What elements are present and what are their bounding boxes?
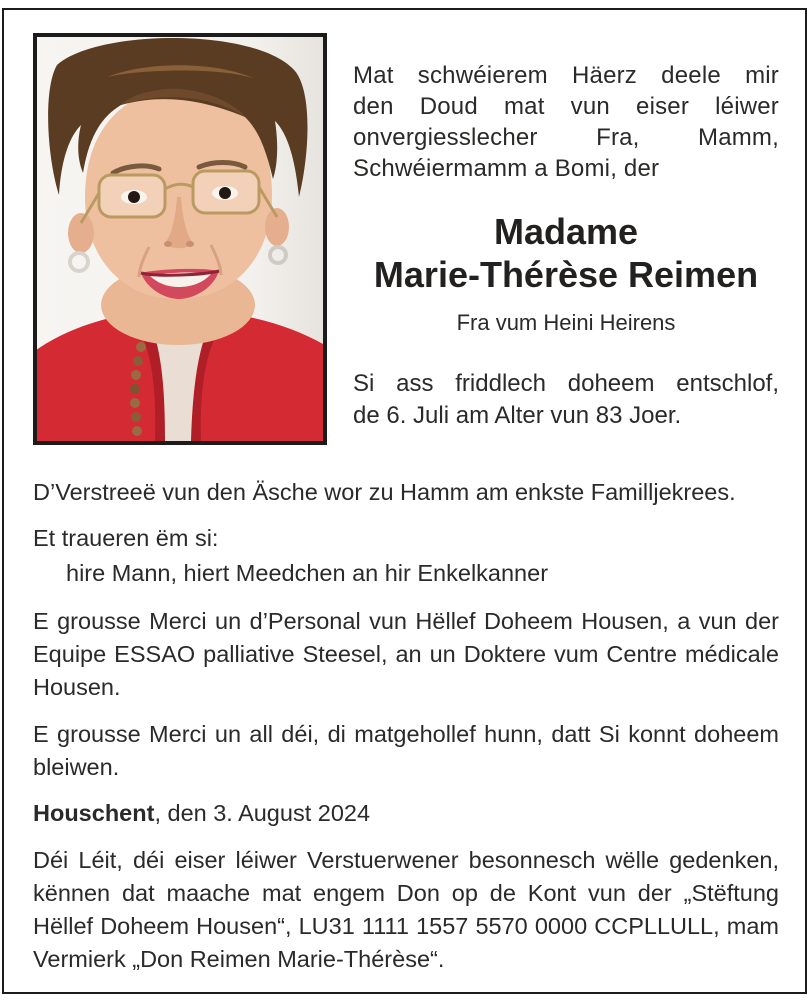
intro-line: den Doud mat vun eiser léiwer [353, 93, 779, 120]
deceased-name-title [353, 210, 779, 296]
date-text: , den 3. August 2024 [154, 800, 371, 826]
portrait-photo [33, 33, 327, 445]
death-statement [353, 368, 779, 432]
intro-line: onvergiesslecher Fra, Mamm, [353, 124, 779, 151]
deceased-name: Marie-Thérèse Reimen [373, 254, 759, 295]
mourners-label: Et traueren ëm si: [33, 525, 219, 551]
place-date-line [33, 797, 779, 830]
death-notice-frame [2, 8, 807, 994]
death-line: Si ass friddlech doheem entschlof, [353, 370, 779, 397]
place-name: Houschent [33, 800, 155, 826]
intro-line: Mat schwéierem Häerz deele mir [353, 62, 779, 89]
notice-body [33, 476, 779, 976]
portrait-illustration [37, 37, 323, 441]
ashes-paragraph: D’Verstreeë vun den Äsche wor zu Hamm am enkste Familljekrees. [33, 479, 736, 505]
spouse-subtitle: Fra vum Heini Heirens [456, 310, 676, 335]
notice-header-column [353, 60, 779, 432]
title-honorific: Madame [493, 211, 639, 252]
thanks-paragraph-care: E grousse Merci un d’Personal vun Hëllef Doheem Housen, a vun der Equipe ESSAO palliative Steesel, an un Doktere vum Centre médicale Housen. [33, 608, 779, 700]
intro-paragraph [353, 60, 779, 184]
thanks-paragraph-helpers: E grousse Merci un all déi, di matgehollef hunn, datt Si konnt doheem bleiwen. [33, 721, 779, 780]
donation-paragraph: Déi Léit, déi eiser léiwer Verstuerwener besonnesch wëlle gedenken, kënnen dat maache mat engem Don op de Kont vun der „Stëftung Hëllef Doheem Housen“, LU31 1111 1557 5570 0000 CCPLLULL, mam Vermierk „Don Reimen Marie-Thérèse“. [33, 847, 779, 972]
mourners-list: hire Mann, hiert Meedchen an hir Enkelkanner [66, 560, 549, 586]
intro-line: Schwéiermamm a Bomi, der [353, 155, 660, 182]
death-line: de 6. Juli am Alter vun 83 Joer. [353, 402, 682, 429]
